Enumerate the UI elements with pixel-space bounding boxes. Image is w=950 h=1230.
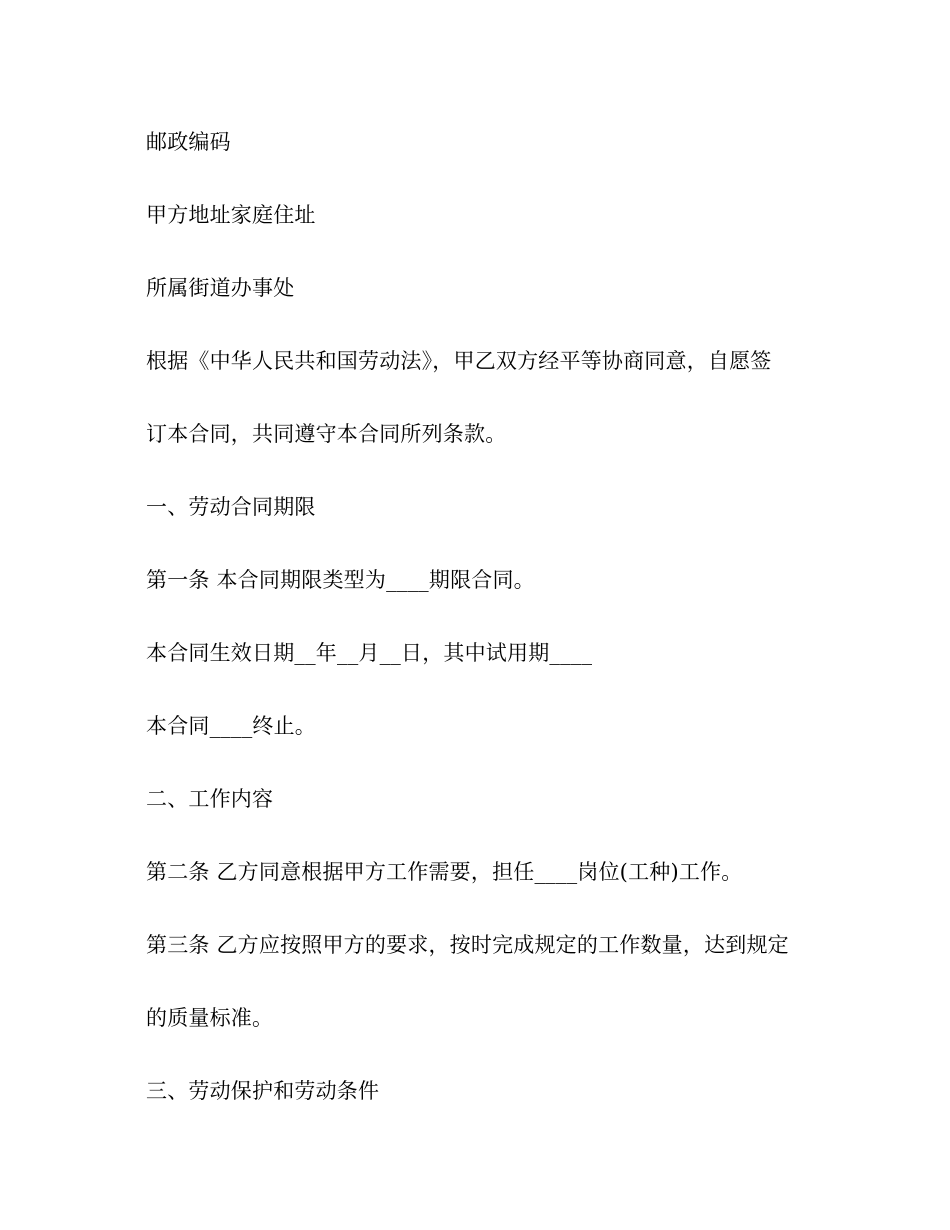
article-2: 第二条 乙方同意根据甲方工作需要，担任____岗位(工种)工作。 (146, 860, 743, 884)
section-heading-work-content: 二、工作内容 (146, 787, 274, 811)
effective-date-line: 本合同生效日期__年__月__日，其中试用期____ (146, 641, 593, 665)
party-a-address-label: 甲方地址家庭住址 (146, 203, 316, 227)
street-office-label: 所属街道办事处 (146, 276, 295, 300)
section-heading-contract-term: 一、劳动合同期限 (146, 495, 316, 519)
article-3-line-2: 的质量标准。 (146, 1006, 274, 1030)
preamble-line-2: 订本合同，共同遵守本合同所列条款。 (146, 422, 507, 446)
article-3-line-1: 第三条 乙方应按照甲方的要求，按时完成规定的工作数量，达到规定 (146, 933, 789, 957)
postal-code-label: 邮政编码 (146, 130, 231, 154)
section-heading-labor-protection: 三、劳动保护和劳动条件 (146, 1079, 380, 1103)
article-1: 第一条 本合同期限类型为____期限合同。 (146, 568, 535, 592)
preamble-line-1: 根据《中华人民共和国劳动法》，甲乙双方经平等协商同意，自愿签 (146, 349, 772, 373)
termination-line: 本合同____终止。 (146, 714, 316, 738)
